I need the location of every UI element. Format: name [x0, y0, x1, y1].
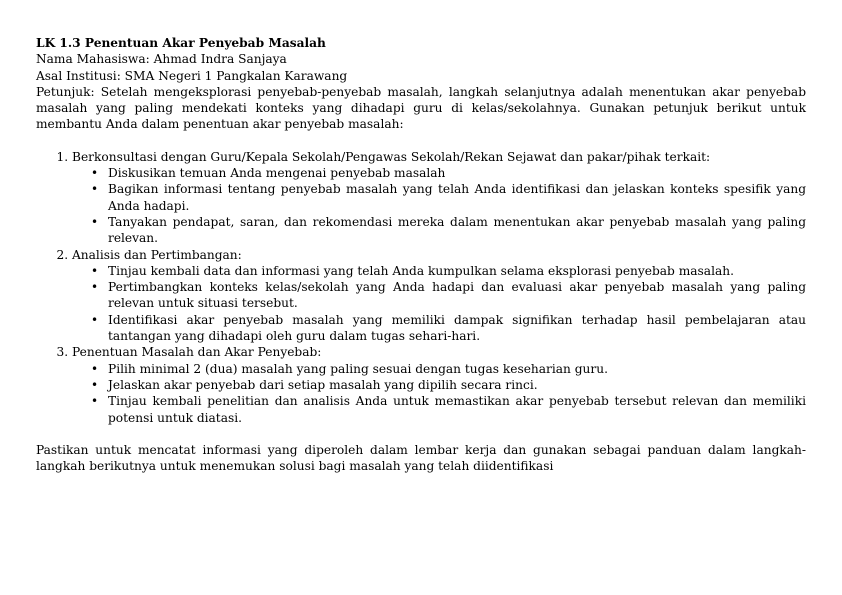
step-item	[72, 344, 806, 425]
step-bullets	[72, 165, 806, 246]
step-heading: Berkonsultasi dengan Guru/Kepala Sekolah/Pengawas Sekolah/Rekan Sejawat dan pakar/pihak terkait:	[72, 149, 711, 164]
step-heading: Analisis dan Pertimbangan:	[72, 247, 242, 262]
closing-paragraph: Pastikan untuk mencatat informasi yang diperoleh dalam lembar kerja dan gunakan sebagai panduan dalam langkah-langkah berikutnya untuk menemukan solusi bagi masalah yang telah diidentifikasi	[36, 442, 806, 474]
bullet-item: • Pilih minimal 2 (dua) masalah yang paling sesuai dengan tugas keseharian guru.	[108, 361, 806, 377]
bullet-item: • Tinjau kembali data dan informasi yang telah Anda kumpulkan selama eksplorasi penyebab masalah.	[108, 263, 806, 279]
document-page	[36, 35, 806, 474]
bullet-item: • Pertimbangkan konteks kelas/sekolah yang Anda hadapi dan evaluasi akar penyebab masalah yang paling relevan untuk situasi tersebut.	[108, 279, 806, 312]
blank-line	[36, 133, 806, 149]
bullet-item: • Tinjau kembali penelitian dan analisis Anda untuk memastikan akar penyebab tersebut relevan dan memiliki potensi untuk diatasi.	[108, 393, 806, 426]
step-bullets	[72, 361, 806, 426]
step-item	[72, 149, 806, 247]
step-bullets	[72, 263, 806, 344]
student-name: Nama Mahasiswa: Ahmad Indra Sanjaya	[36, 52, 287, 67]
bullet-item: • Diskusikan temuan Anda mengenai penyebab masalah	[108, 165, 806, 181]
step-item	[72, 247, 806, 345]
bullet-item: • Tanyakan pendapat, saran, dan rekomendasi mereka dalam menentukan akar penyebab masalah yang paling relevan.	[108, 214, 806, 247]
instructions-paragraph: Petunjuk: Setelah mengeksplorasi penyebab-penyebab masalah, langkah selanjutnya adalah menentukan akar penyebab masalah yang paling mendekati konteks yang dihadapi guru di kelas/sekolahnya. Gunakan petunjuk berikut untuk membantu Anda dalam penentuan akar penyebab masalah:	[36, 84, 806, 132]
blank-line	[36, 426, 806, 442]
document-title: LK 1.3 Penentuan Akar Penyebab Masalah	[36, 36, 326, 50]
bullet-item: • Jelaskan akar penyebab dari setiap masalah yang dipilih secara rinci.	[108, 377, 806, 393]
institution-name: Asal Institusi: SMA Negeri 1 Pangkalan Karawang	[36, 68, 348, 83]
bullet-item: • Bagikan informasi tentang penyebab masalah yang telah Anda identifikasi dan jelaskan konteks spesifik yang Anda hadapi.	[108, 181, 806, 214]
steps-list	[36, 149, 806, 426]
step-heading: Penentuan Masalah dan Akar Penyebab:	[72, 345, 322, 360]
bullet-item: • Identifikasi akar penyebab masalah yang memiliki dampak signifikan terhadap hasil pembelajaran atau tantangan yang dihadapi oleh guru dalam tugas sehari-hari.	[108, 312, 806, 345]
